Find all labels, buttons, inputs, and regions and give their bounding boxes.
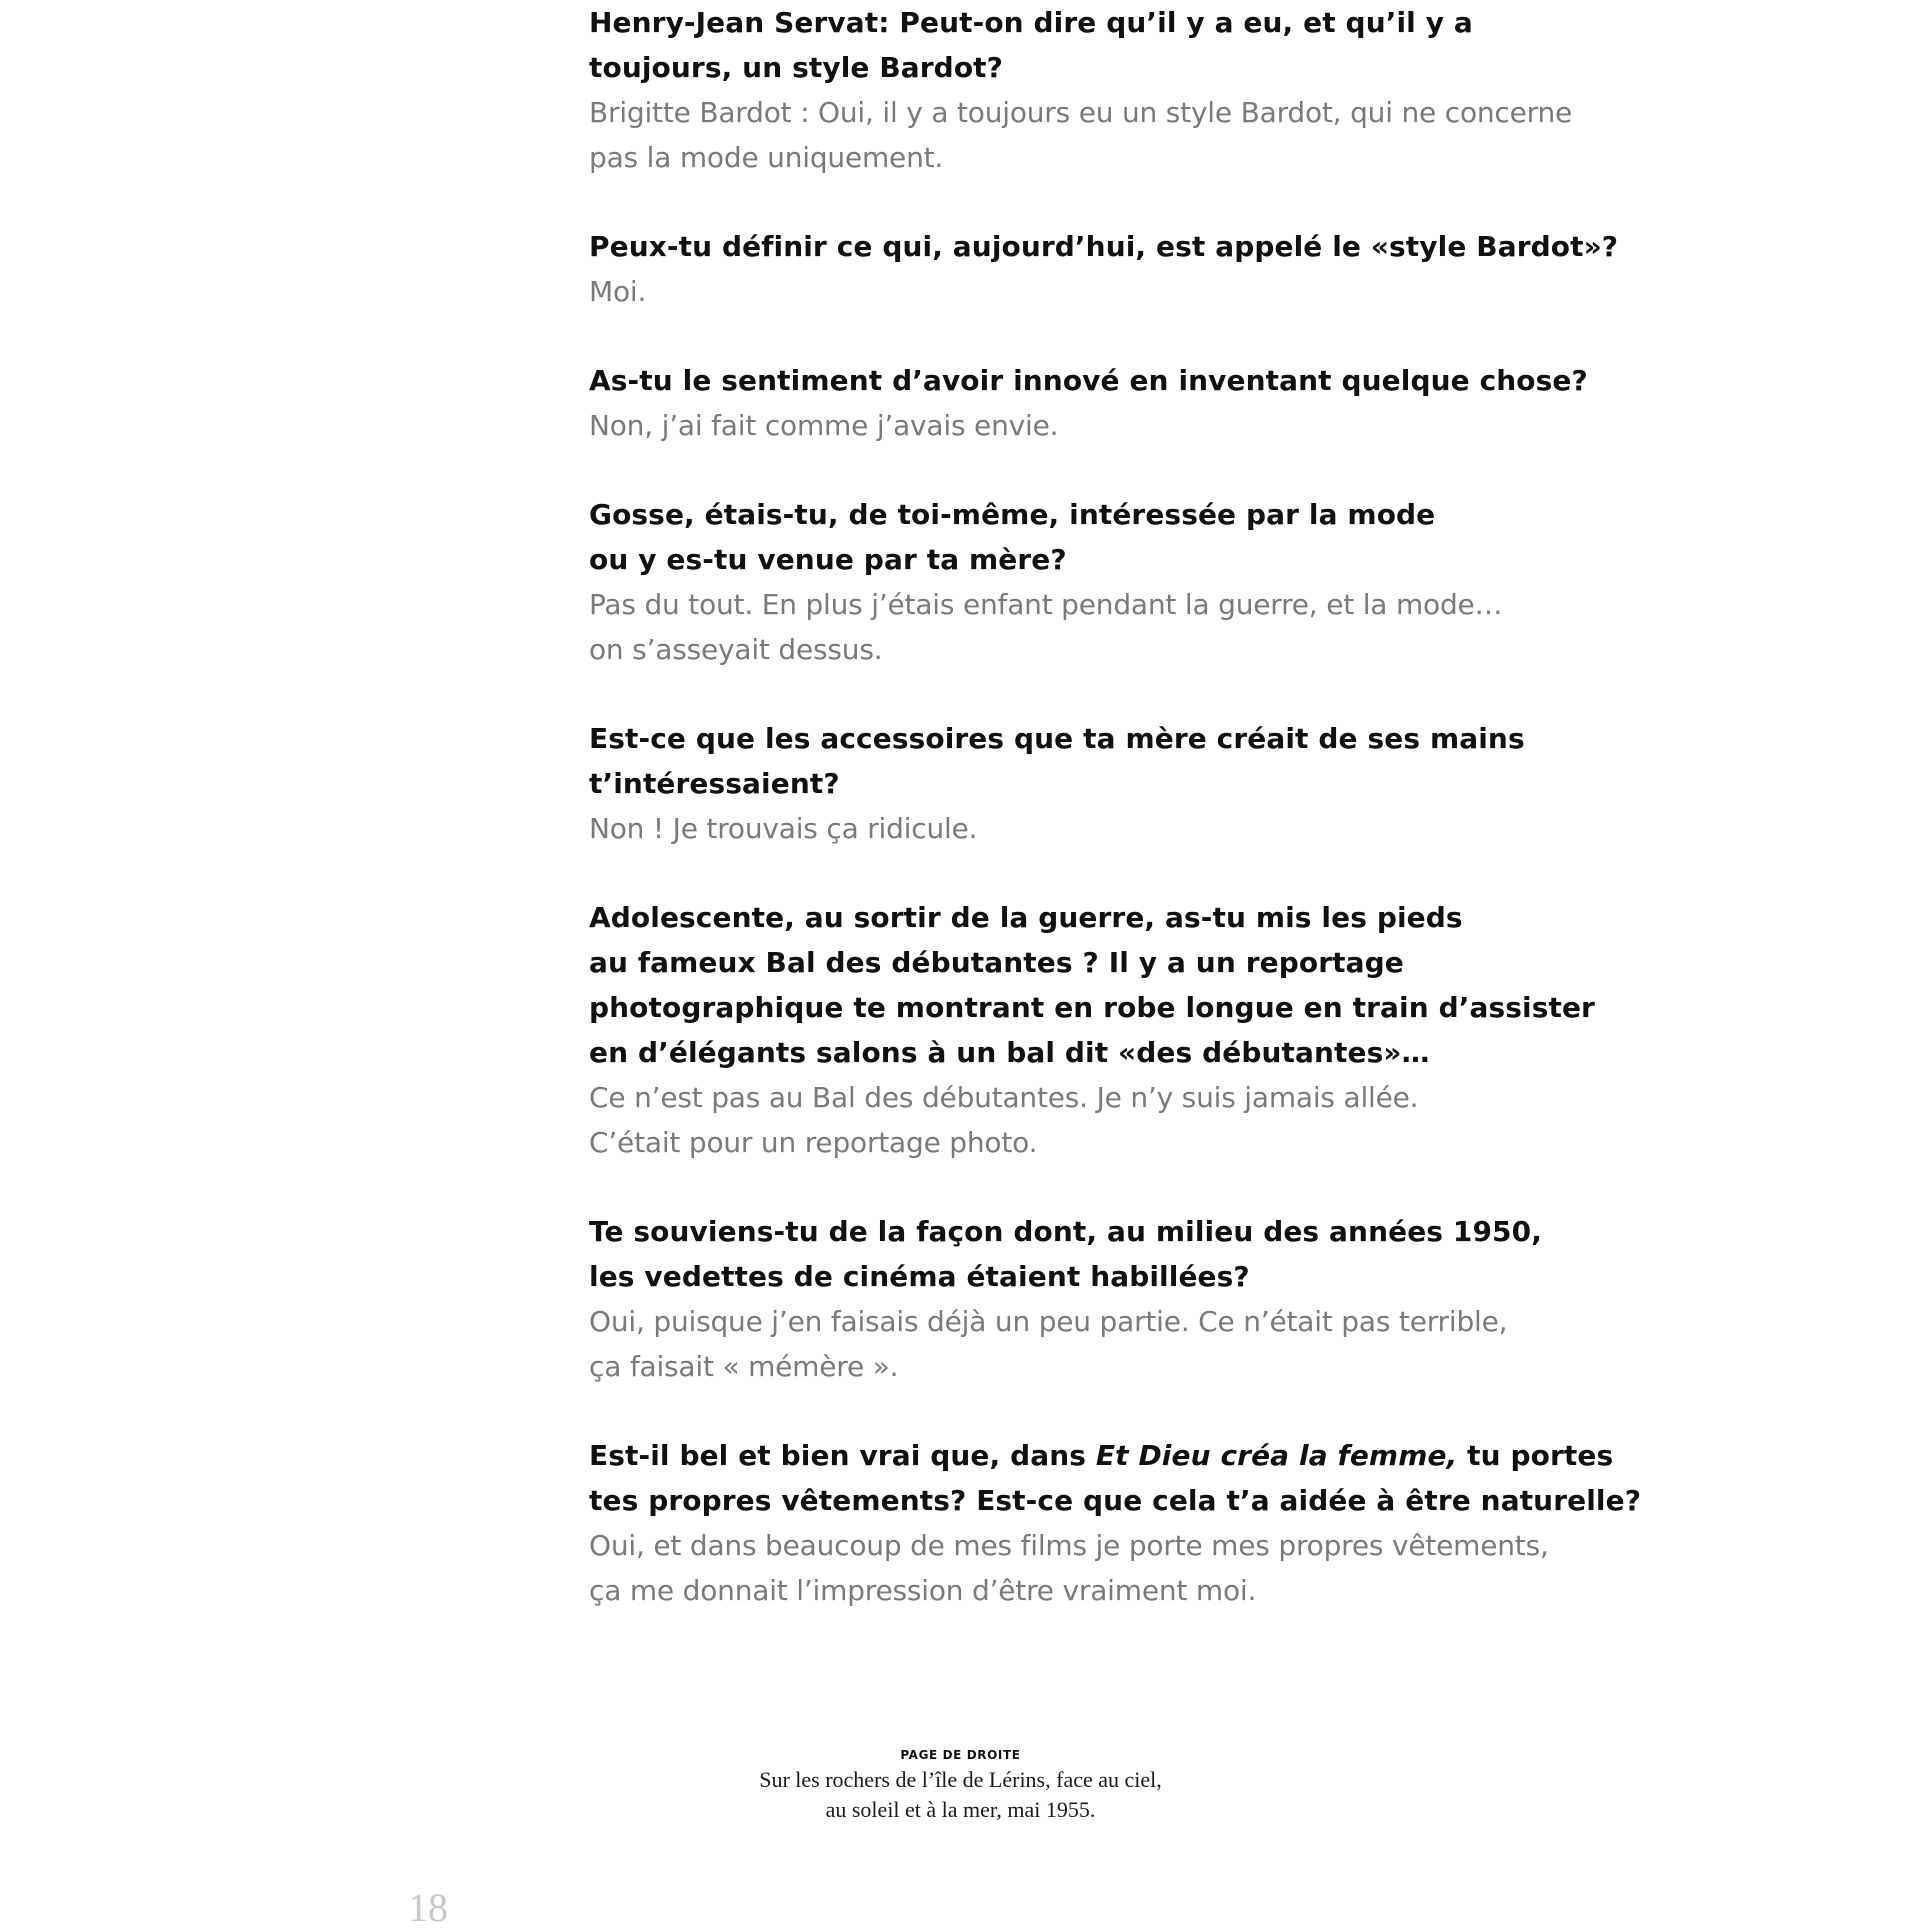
- answer-line: Non ! Je trouvais ça ridicule.: [589, 812, 978, 845]
- question-line: au fameux Bal des débutantes ? Il y a un reportage: [589, 946, 1404, 979]
- question-line: t’intéressaient?: [589, 767, 840, 800]
- question: [589, 224, 1619, 269]
- interview-text: [589, 0, 1642, 1613]
- question-text: tu portes: [1457, 1439, 1614, 1472]
- caption-label: PAGE DE DROITE: [900, 1748, 1021, 1762]
- answer: [589, 582, 1589, 672]
- answer-line: C’était pour un reportage photo.: [589, 1126, 1038, 1159]
- photo-caption: [0, 1745, 1921, 1825]
- caption-line: Sur les rochers de l’île de Lérins, face au ciel,: [759, 1767, 1162, 1792]
- answer-line: Oui, puisque j’en faisais déjà un peu partie. Ce n’était pas terrible,: [589, 1305, 1508, 1338]
- answer: [589, 1299, 1589, 1389]
- question: [589, 895, 1595, 1075]
- question: [589, 358, 1589, 403]
- caption-line: au soleil et à la mer, mai 1955.: [825, 1797, 1096, 1822]
- question-line: en d’élégants salons à un bal dit «des débutantes»…: [589, 1036, 1430, 1069]
- qa-block: [589, 492, 1589, 672]
- answer: [589, 403, 1589, 448]
- question-line: photographique te montrant en robe longue en train d’assister: [589, 991, 1595, 1024]
- answer-line: Ce n’est pas au Bal des débutantes. Je n’y suis jamais allée.: [589, 1081, 1419, 1114]
- question: [589, 1433, 1642, 1523]
- qa-block: [589, 358, 1589, 448]
- question-line: Est-ce que les accessoires que ta mère créait de ses mains: [589, 722, 1525, 755]
- answer: [589, 269, 1589, 314]
- answer-line: Moi.: [589, 275, 647, 308]
- question-line: [589, 1433, 1614, 1478]
- question-line: ou y es-tu venue par ta mère?: [589, 543, 1067, 576]
- qa-block: [589, 1209, 1589, 1389]
- question: [589, 1209, 1589, 1299]
- answer: [589, 1523, 1589, 1613]
- question-line: toujours, un style Bardot?: [589, 51, 1003, 84]
- film-title: Et Dieu créa la femme,: [1095, 1439, 1458, 1472]
- question-line: Henry-Jean Servat: Peut-on dire qu’il y a eu, et qu’il y a: [589, 6, 1473, 39]
- page-number: 18: [408, 1885, 448, 1930]
- question: [589, 716, 1589, 806]
- question: [589, 0, 1589, 90]
- question-line: Peux-tu définir ce qui, aujourd’hui, est appelé le «style Bardot»?: [589, 230, 1619, 263]
- question-text: Est-il bel et bien vrai que, dans: [589, 1439, 1096, 1472]
- answer-line: Pas du tout. En plus j’étais enfant pendant la guerre, et la mode…: [589, 588, 1503, 621]
- answer-line: Brigitte Bardot : Oui, il y a toujours eu un style Bardot, qui ne concerne: [589, 96, 1573, 129]
- qa-block: [589, 1433, 1642, 1613]
- question-line: les vedettes de cinéma étaient habillées?: [589, 1260, 1250, 1293]
- question-line: Te souviens-tu de la façon dont, au milieu des années 1950,: [589, 1215, 1542, 1248]
- answer-line: pas la mode uniquement.: [589, 141, 944, 174]
- answer-line: on s’asseyait dessus.: [589, 633, 883, 666]
- answer-line: Oui, et dans beaucoup de mes films je porte mes propres vêtements,: [589, 1529, 1549, 1562]
- question-line: Gosse, étais-tu, de toi-même, intéressée par la mode: [589, 498, 1436, 531]
- question: [589, 492, 1589, 582]
- answer: [589, 90, 1589, 180]
- qa-block: [589, 0, 1589, 180]
- qa-block: [589, 895, 1595, 1165]
- answer-line: Non, j’ai fait comme j’avais envie.: [589, 409, 1059, 442]
- answer-line: ça me donnait l’impression d’être vraiment moi.: [589, 1574, 1257, 1607]
- answer-line: ça faisait « mémère ».: [589, 1350, 899, 1383]
- question-line: tes propres vêtements? Est-ce que cela t’a aidée à être naturelle?: [589, 1484, 1642, 1517]
- answer: [589, 1075, 1589, 1165]
- question-line: Adolescente, au sortir de la guerre, as-tu mis les pieds: [589, 901, 1463, 934]
- qa-block: [589, 224, 1619, 314]
- question-line: As-tu le sentiment d’avoir innové en inventant quelque chose?: [589, 364, 1588, 397]
- answer: [589, 806, 1589, 851]
- qa-block: [589, 716, 1589, 851]
